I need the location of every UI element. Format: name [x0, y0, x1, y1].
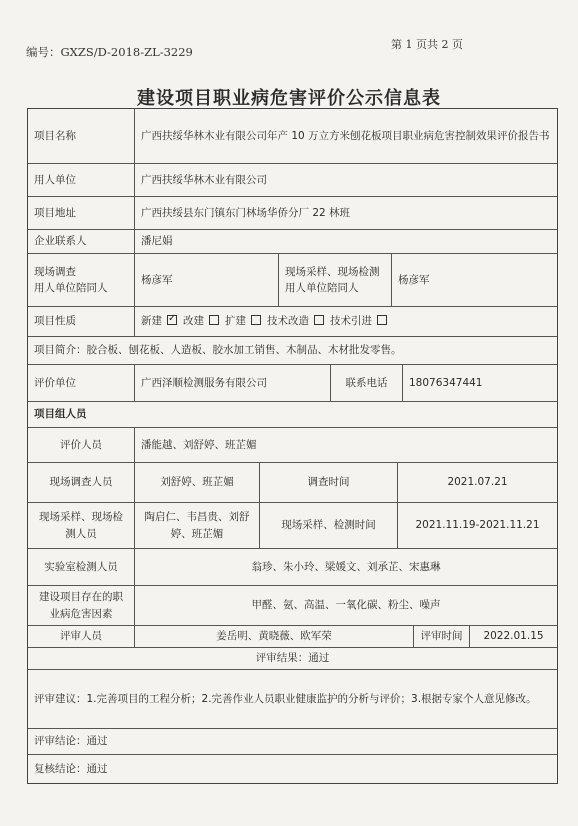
value-review-result: 通过 — [308, 652, 330, 665]
row-employer — [28, 164, 557, 197]
row-recheck-conclusion — [28, 755, 557, 783]
option-tech-upgrade: 技术改造 — [267, 313, 330, 329]
page-info: 第 1 页共 2 页 — [391, 38, 463, 51]
checkbox-tech-upgrade — [314, 315, 324, 325]
value-hazards: 甲醛、氨、高温、一氧化碳、粉尘、噪声 — [251, 599, 441, 612]
value-intro: 胶合板、刨花板、人造板、胶水加工销售、木制品、木材批发零售。 — [86, 344, 402, 357]
checkbox-tech-import — [377, 315, 387, 325]
row-eval-unit — [28, 365, 557, 402]
review-advice-cell — [28, 670, 557, 728]
label-survey-escort: 现场调查 用人单位陪同人 — [28, 254, 135, 306]
value-address: 广西扶绥县东门镇东门林场华侨分厂 22 林班 — [141, 206, 351, 219]
label-intro: 项目简介： — [34, 344, 87, 357]
row-team — [28, 402, 557, 428]
label-survey-time: 调查时间 — [260, 463, 398, 502]
label-hazards: 建设项目存在的职 业病危害因素 — [28, 586, 135, 625]
value-evaluators: 潘能越、刘舒婷、班芷媚 — [141, 438, 257, 451]
value-review-time: 2022.01.15 — [483, 630, 544, 643]
label-employer: 用人单位 — [28, 164, 135, 196]
label-review-result: 评审结果： — [255, 652, 309, 665]
row-reviewers — [28, 626, 557, 648]
checkbox-new — [167, 315, 177, 325]
option-tech-import: 技术引进 — [330, 313, 393, 329]
label-nature: 项目性质 — [28, 307, 135, 336]
row-review-result — [28, 648, 557, 670]
label-recheck-conclusion: 复核结论： — [34, 762, 87, 775]
row-intro — [28, 337, 557, 365]
label-sampling-staff: 现场采样、现场检测人员 — [28, 503, 135, 548]
row-evaluators — [28, 428, 557, 463]
value-eval-unit: 广西泽顺检测服务有限公司 — [135, 365, 331, 401]
value-nature — [135, 307, 557, 336]
label-eval-unit: 评价单位 — [28, 365, 135, 401]
document-title: 建设项目职业病危害评价公示信息表 — [137, 88, 441, 109]
value-employer: 广西扶绥华林木业有限公司 — [141, 173, 267, 186]
label-contact: 企业联系人 — [28, 230, 135, 253]
value-recheck-conclusion: 通过 — [86, 762, 108, 775]
value-project-name: 广西扶绥华林木业有限公司年产 10 万立方米刨花板项目职业病危害控制效果评价报告书 — [141, 129, 550, 142]
label-address: 项目地址 — [28, 197, 135, 229]
row-lab-staff — [28, 549, 557, 586]
value-survey-staff: 刘舒婷、班芷媚 — [135, 463, 260, 502]
checkbox-expand — [251, 315, 261, 325]
label-review-conclusion: 评审结论： — [34, 735, 87, 748]
label-reviewers: 评审人员 — [28, 626, 135, 647]
label-sampling-escort: 现场采样、现场检测 用人单位陪同人 — [279, 254, 392, 306]
value-review-conclusion: 通过 — [86, 735, 108, 748]
option-renovate: 改建 — [183, 313, 225, 329]
row-escorts — [28, 254, 557, 307]
label-sampling-time: 现场采样、检测时间 — [260, 503, 398, 548]
row-address — [28, 197, 557, 230]
row-nature — [28, 307, 557, 337]
label-evaluators: 评价人员 — [28, 428, 135, 462]
value-phone: 18076347441 — [409, 376, 483, 389]
row-contact — [28, 230, 557, 254]
label-review-advice: 评审建议： — [34, 692, 87, 705]
value-sampling-escort: 杨彦军 — [398, 273, 430, 286]
label-review-time: 评审时间 — [414, 626, 470, 647]
row-project-name — [28, 109, 557, 164]
row-hazards — [28, 586, 557, 626]
label-lab-staff: 实验室检测人员 — [28, 549, 135, 585]
review-conclusion-cell — [28, 729, 557, 754]
document-code: 编号：GXZS/D-2018-ZL-3229 — [26, 45, 193, 59]
intro-cell — [28, 337, 557, 364]
row-sampling-staff — [28, 503, 557, 549]
label-team: 项目组人员 — [34, 408, 87, 421]
info-table — [27, 108, 558, 784]
value-sampling-staff: 陶启仁、韦昌贵、刘舒婷、班芷媚 — [135, 503, 260, 548]
value-review-advice: 1.完善项目的工程分析；2.完善作业人员职业健康监护的分析与评价；3.根据专家个人意见修改。 — [86, 692, 537, 705]
recheck-conclusion-cell — [28, 755, 557, 783]
checkbox-renovate — [209, 315, 219, 325]
value-sampling-time: 2021.11.19-2021.11.21 — [415, 519, 540, 532]
option-expand: 扩建 — [225, 313, 267, 329]
label-phone: 联系电话 — [331, 365, 403, 401]
value-reviewers: 姜岳明、黄晓薇、欧军荣 — [135, 626, 414, 647]
label-survey-staff: 现场调查人员 — [28, 463, 135, 502]
value-survey-escort: 杨彦军 — [135, 254, 279, 306]
value-contact: 潘尼娟 — [141, 235, 173, 248]
row-survey-staff — [28, 463, 557, 503]
value-survey-time: 2021.07.21 — [447, 476, 508, 489]
option-new: 新建✓ — [141, 313, 183, 329]
label-project-name: 项目名称 — [28, 109, 135, 163]
review-result-cell — [28, 648, 557, 669]
value-lab-staff: 翁珍、朱小玲、梁媛文、刘承芷、宋惠琳 — [251, 560, 441, 573]
row-review-conclusion — [28, 729, 557, 755]
row-review-advice — [28, 670, 557, 729]
